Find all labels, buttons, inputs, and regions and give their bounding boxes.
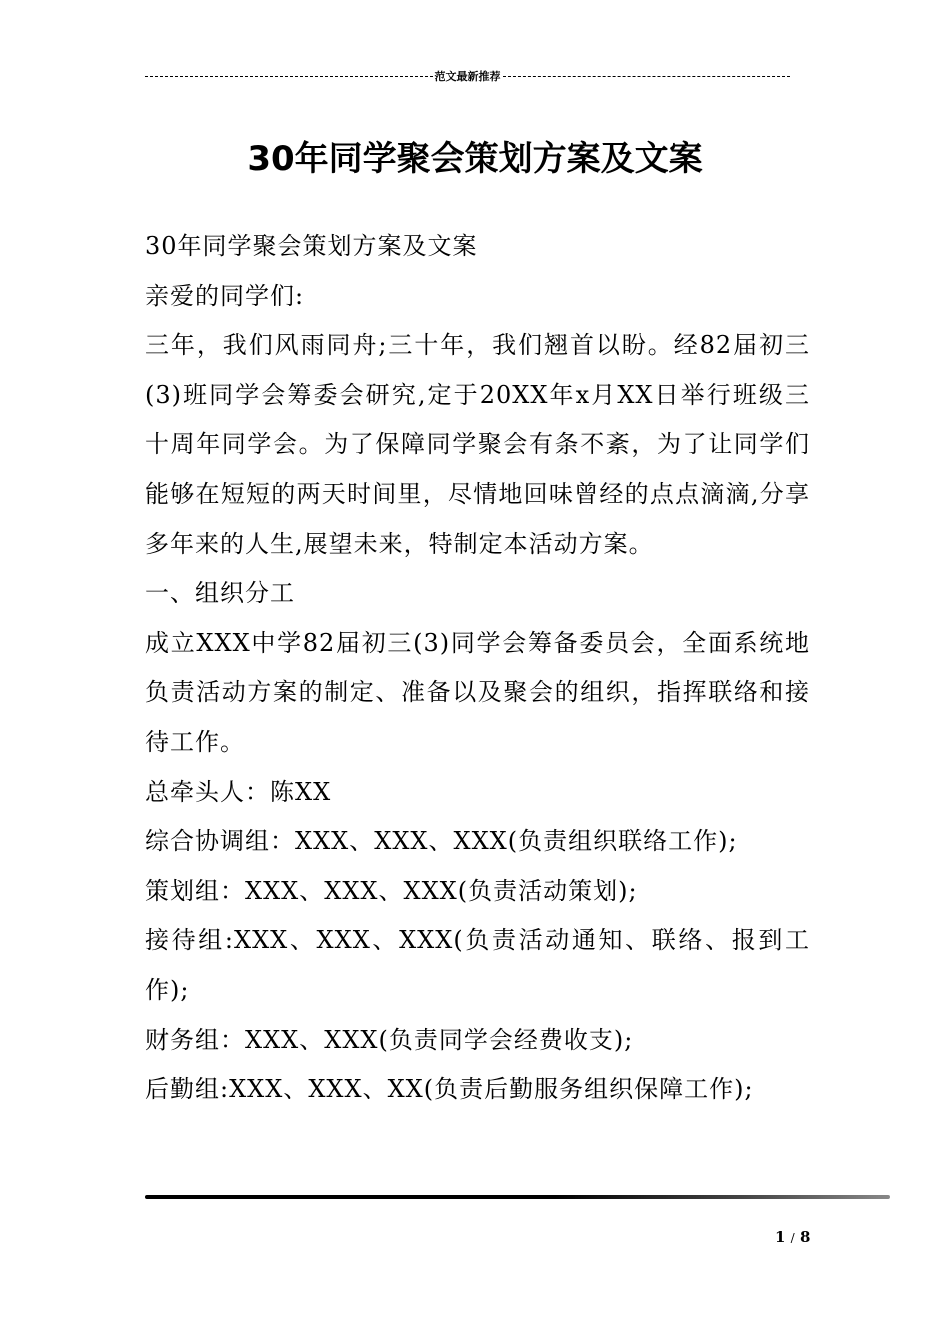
- paragraph-subtitle: 30年同学聚会策划方案及文案: [145, 232, 478, 260]
- paragraph-planning-group: 策划组：XXX、XXX、XXX(负责活动策划);: [145, 876, 638, 905]
- footer-rule: [145, 1195, 890, 1199]
- paragraph-greeting: 亲爱的同学们:: [145, 281, 305, 310]
- paragraph-leader: 总牵头人：陈XX: [145, 777, 332, 806]
- header-label: 范文最新推荐: [434, 70, 501, 83]
- paragraph-intro: 三年，我们风雨同舟;三十年，我们翘首以盼。经82届初三(3)班同学会筹委会研究,定于20XX年x月XX日举行班级三十周年同学会。为了保障同学聚会有条不紊，为了让同学们能够在短短的两天时间里，尽情地回味曾经的点点滴滴,分享多年来的人生,展望未来，特制定本活动方案。: [145, 331, 810, 558]
- document-body: [145, 222, 810, 1115]
- header-dash-left: [145, 76, 433, 77]
- page-header: [145, 66, 790, 86]
- page-total: 8: [799, 1228, 811, 1246]
- document-title: 30年同学聚会策划方案及文案: [247, 139, 703, 179]
- paragraph-reception-group: 接待组:XXX、XXX、XXX(负责活动通知、联络、报到工作);: [145, 926, 810, 1004]
- page-separator: /: [790, 1231, 795, 1245]
- section-heading-organization: 一、组织分工: [145, 579, 295, 608]
- header-dash-right: [503, 76, 791, 77]
- paragraph-finance-group: 财务组：XXX、XXX(负责同学会经费收支);: [145, 1025, 634, 1054]
- paragraph-committee: 成立XXX中学82届初三(3)同学会筹备委员会，全面系统地负责活动方案的制定、准备以及聚会的组织，指挥联络和接待工作。: [145, 628, 810, 756]
- page-number: [775, 1228, 810, 1246]
- page-current: 1: [775, 1228, 786, 1246]
- paragraph-coordination-group: 综合协调组：XXX、XXX、XXX(负责组织联络工作);: [145, 827, 738, 856]
- paragraph-logistics-group: 后勤组:XXX、XXX、XX(负责后勤服务组织保障工作);: [145, 1075, 754, 1104]
